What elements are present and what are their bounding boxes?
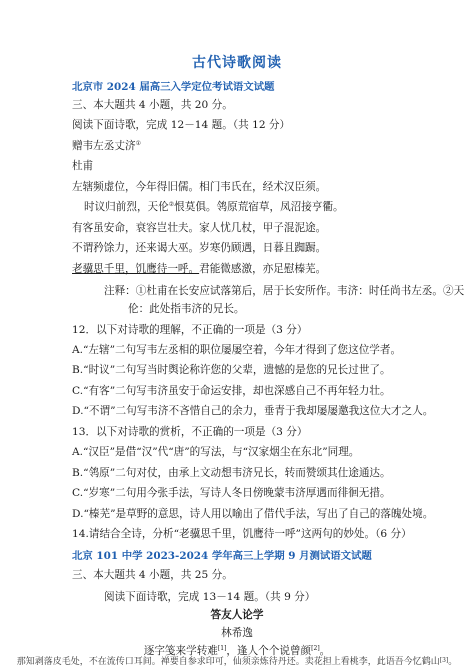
section2-source: 北京 101 中学 2023-2024 学年高三上学期 9 月测试语文试题 xyxy=(72,550,372,562)
q12-option-b: B.“时议”二句写当时舆论称许您的父辈，遗憾的是您的兄长过世了。 xyxy=(72,364,391,376)
poem1-notes-1: 注释：①杜甫在长安应试落第后，居于长安所作。韦济：时任尚书左丞。②天 xyxy=(104,285,465,297)
poem2-line-1: 逐字笺来学转难[1]，逢人个个说曾颜[2]。 xyxy=(143,645,331,657)
q13-option-b: B.“鸰原”二句对仗，由承上文动想韦济兄长，转而赞颂其仕途通达。 xyxy=(72,467,391,479)
page-title: 古代诗歌阅读 xyxy=(192,55,282,71)
footnote-marker: ② xyxy=(168,201,175,208)
poem1-title: 赠韦左丞丈济① xyxy=(72,140,141,152)
q13-option-a: A.“汉臣”是借“汉”代“唐”的写法，与“汉家烟尘在东北”同理。 xyxy=(72,446,360,458)
poem1-author: 杜甫 xyxy=(72,160,94,172)
poem1-line-2: 时议归前烈，天伦②恨莫俱。鸰原荒宿草，凤沼接亨衢。 xyxy=(84,201,344,213)
q12-option-a: A.“左辖”二句写韦左丞相的职位屡屡空着，今年才得到了您这位学者。 xyxy=(72,344,402,356)
poem2-title: 答友人论学 xyxy=(210,609,264,621)
section2-part: 三、本大题共 4 小题，共 25 分。 xyxy=(72,569,233,581)
q13-stem: 13．以下对诗歌的赏析，不正确的一项是（3 分） xyxy=(72,426,308,438)
poem2-lines-overflow: 那知剥落皮毛处，不在流传口耳间。禅要自参求印可，仙须亲炼待丹还。卖花担上看桃李，此语吾今忆鹤山[3]。 xyxy=(16,657,458,667)
footnote-marker: [2] xyxy=(311,645,320,652)
underlined-verse: 老骥思千里，饥鹰待一呼。 xyxy=(72,263,200,275)
q14-stem: 14.请结合全诗，分析“老骥思千里，饥鹰待一呼”这两句的妙处。（6 分） xyxy=(72,528,412,540)
q12-option-d: D.“不谓”二句写韦济不吝惜自己的余力，垂青于我却屡屡邀我这位大才之人。 xyxy=(72,405,434,417)
poem1-line-4: 不谓矜馀力，还来谒大巫。岁寒仍顾遇，日暮且踟蹰。 xyxy=(72,242,327,254)
poem1-line-1: 左辖频虚位，今年得旧儒。相门韦氏在，经术汉臣须。 xyxy=(72,181,327,193)
poem1-line-5: 老骥思千里，饥鹰待一呼。君能微感激，亦足慰榛芜。 xyxy=(72,263,327,275)
q13-option-c: C.“岁寒”二句用今张手法，写诗人冬日傍晚蒙韦济厚遇而徘徊无措。 xyxy=(72,487,391,499)
q12-stem: 12．以下对诗歌的理解，不正确的一项是（3 分） xyxy=(72,324,308,336)
section1-part: 三、本大题共 4 小题，共 20 分。 xyxy=(72,99,233,111)
section1-source: 北京市 2024 届高三入学定位考试语文试题 xyxy=(72,81,275,93)
q13-option-d: D.“榛芜”是草野的意思，诗人用以喻出了借代手法，写出了自己的落魄处境。 xyxy=(72,508,434,520)
footnote-marker: [1] xyxy=(217,645,227,652)
poem2-author: 林希逸 xyxy=(221,627,253,639)
poem1-line-3: 有客虽安命，衰容岂壮夫。家人忧几杖，甲子混泥途。 xyxy=(72,222,327,234)
section2-instruction: 阅读下面诗歌，完成 13－14 题。（共 9 分） xyxy=(104,591,316,603)
q12-option-c: C.“有客”二句写韦济虽安于命运安排，却也深感自己不再年轻力壮。 xyxy=(72,385,391,397)
footnote-marker: [3] xyxy=(439,657,449,664)
footnote-marker: ① xyxy=(135,140,141,147)
section1-instruction: 阅读下面诗歌，完成 12－14 题。（共 12 分） xyxy=(72,119,291,131)
poem1-notes-2: 伦：此处指韦济的兄长。 xyxy=(128,303,245,315)
